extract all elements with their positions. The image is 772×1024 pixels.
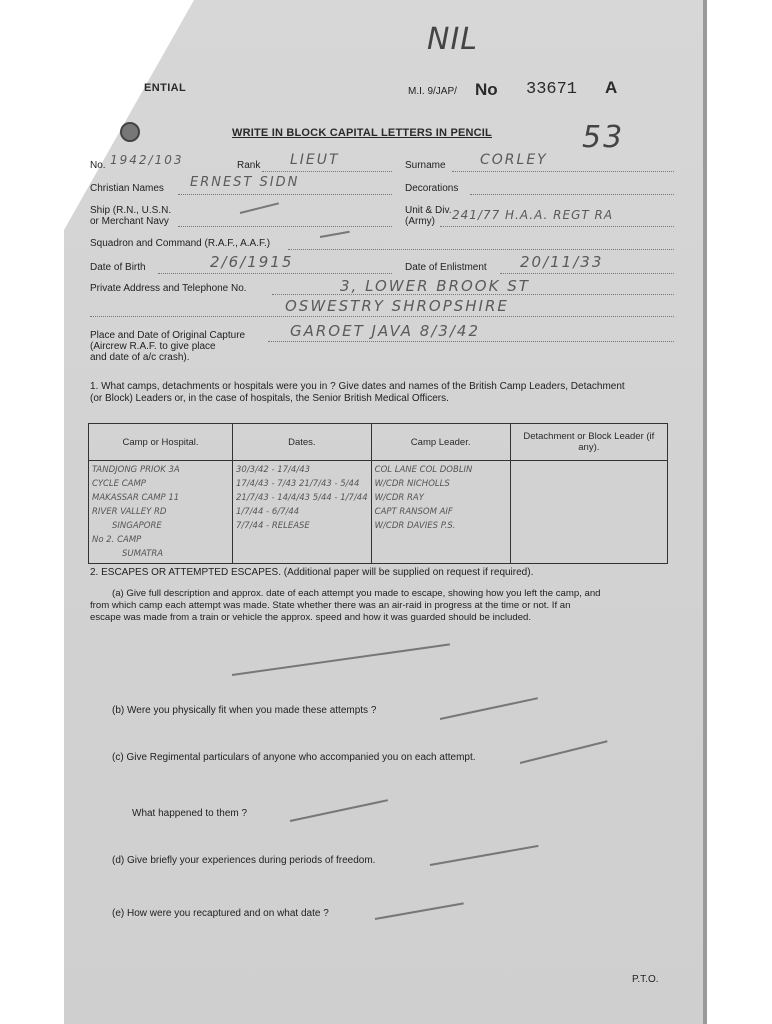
- classification-label: ENTIAL: [144, 82, 187, 94]
- detachment-cell: [510, 461, 667, 564]
- rank-value: LIEUT: [290, 152, 340, 168]
- christian-names-label: Christian Names: [90, 183, 164, 194]
- date-entry: 30/3/42 - 17/4/43: [236, 465, 311, 475]
- date-entry: 21/7/43 - 14/4/43 5/44 - 1/7/44: [236, 493, 368, 503]
- header-camp-leader: Camp Leader.: [371, 424, 510, 461]
- question-2a-line1: (a) Give full description and approx. date of each attempt you made to escape, showing how you left the camp, and: [112, 588, 601, 599]
- address-line-1: 3, LOWER BROOK ST: [340, 277, 530, 295]
- camp-entry: CYCLE CAMP: [92, 479, 146, 489]
- camp-entry: MAKASSAR CAMP 11: [92, 493, 180, 503]
- header-dates: Dates.: [233, 424, 372, 461]
- question-2c-followup: What happened to them ?: [132, 808, 248, 819]
- number-label: No: [475, 80, 498, 99]
- leader-entry: W/CDR DAVIES P.S.: [374, 521, 456, 531]
- reference-code: M.I. 9/JAP/: [408, 86, 457, 97]
- question-2a-line3: escape was made from a train or vehicle the approx. speed and how it was guarded should be included.: [90, 612, 532, 623]
- nil-annotation: NIL: [427, 22, 479, 57]
- question-2a-line2: from which camp each attempt was made. State whether there was an air-raid in progress at the time or not. If an: [90, 600, 571, 611]
- question-2d: (d) Give briefly your experiences during periods of freedom.: [112, 855, 376, 866]
- camp-entry: SINGAPORE: [112, 521, 162, 531]
- ship-label-line1: Ship (R.N., U.S.N.: [90, 205, 172, 216]
- squadron-label: Squadron and Command (R.A.F., A.A.F.): [90, 238, 271, 249]
- question-2c: (c) Give Regimental particulars of anyone who accompanied you on each attempt.: [112, 752, 476, 763]
- camp-entry: TANDJONG PRIOK 3A: [92, 465, 180, 475]
- question-1-line2: (or Block) Leaders or, in the case of hospitals, the Senior British Medical Officers.: [90, 393, 449, 404]
- header-detachment-leader: Detachment or Block Leader (if any).: [510, 424, 667, 461]
- camp-entry: RIVER VALLEY RD: [92, 507, 167, 517]
- date-of-birth-label: Date of Birth: [90, 262, 146, 273]
- camp-entry: SUMATRA: [122, 549, 164, 559]
- date-entry: 1/7/44 - 6/7/44: [236, 507, 300, 517]
- ship-label-line2: or Merchant Navy: [90, 216, 169, 227]
- table-row: [89, 461, 668, 564]
- leader-entry: W/CDR NICHOLLS: [374, 479, 450, 489]
- camp-cell: [89, 461, 233, 564]
- question-2b: (b) Were you physically fit when you made these attempts ?: [112, 705, 377, 716]
- page-turn-over: P.T.O.: [632, 974, 659, 985]
- camps-table: [88, 423, 668, 564]
- no-label: No.: [90, 160, 106, 171]
- rank-label: Rank: [237, 160, 261, 171]
- page-edge: [703, 0, 707, 1024]
- leader-entry: W/CDR RAY: [374, 493, 424, 503]
- capture-label-line1: Place and Date of Original Capture: [90, 330, 246, 341]
- surname-value: CORLEY: [480, 152, 548, 168]
- dates-cell: [233, 461, 372, 564]
- capture-label-line2: (Aircrew R.A.F. to give place: [90, 341, 216, 352]
- leader-entry: COL LANE COL DOBLIN: [374, 465, 473, 475]
- question-2-title: 2. ESCAPES OR ATTEMPTED ESCAPES. (Additional paper will be supplied on request if required).: [90, 567, 534, 578]
- address-line-2: OSWESTRY SHROPSHIRE: [285, 297, 509, 315]
- camp-entry: No 2. CAMP: [92, 535, 142, 545]
- tag-fastener: [120, 122, 140, 142]
- leader-cell: [371, 461, 510, 564]
- date-entry: 17/4/43 - 7/43 21/7/43 - 5/44: [236, 479, 360, 489]
- form-number: 33671: [526, 80, 578, 99]
- no-value: 1942/103: [110, 153, 184, 167]
- unit-value: 241/77 H.A.A. REGT RA: [452, 208, 614, 222]
- enlistment-label: Date of Enlistment: [405, 262, 487, 273]
- leader-entry: CAPT RANSOM AIF: [374, 507, 453, 517]
- enlistment-value: 20/11/33: [520, 253, 604, 271]
- decorations-label: Decorations: [405, 183, 459, 194]
- date-of-birth-value: 2/6/1915: [210, 253, 294, 271]
- header-camp: Camp or Hospital.: [89, 424, 233, 461]
- unit-label-line1: Unit & Div.: [405, 205, 452, 216]
- question-1-line1: 1. What camps, detachments or hospitals were you in ? Give dates and names of the British Camp Leaders, Detachment: [90, 381, 625, 392]
- capture-label-line3: and date of a/c crash).: [90, 352, 190, 363]
- address-label: Private Address and Telephone No.: [90, 283, 247, 294]
- christian-names-value: ERNEST SIDN: [190, 175, 300, 190]
- stamp-number: 53: [582, 120, 625, 155]
- form-suffix: A: [605, 78, 618, 97]
- date-entry: 7/7/44 - RELEASE: [236, 521, 310, 531]
- form-instruction: WRITE IN BLOCK CAPITAL LETTERS IN PENCIL: [232, 127, 492, 139]
- unit-label-line2: (Army): [405, 216, 435, 227]
- capture-value: GAROET JAVA 8/3/42: [290, 322, 481, 340]
- surname-label: Surname: [405, 160, 446, 171]
- question-2e: (e) How were you recaptured and on what date ?: [112, 908, 329, 919]
